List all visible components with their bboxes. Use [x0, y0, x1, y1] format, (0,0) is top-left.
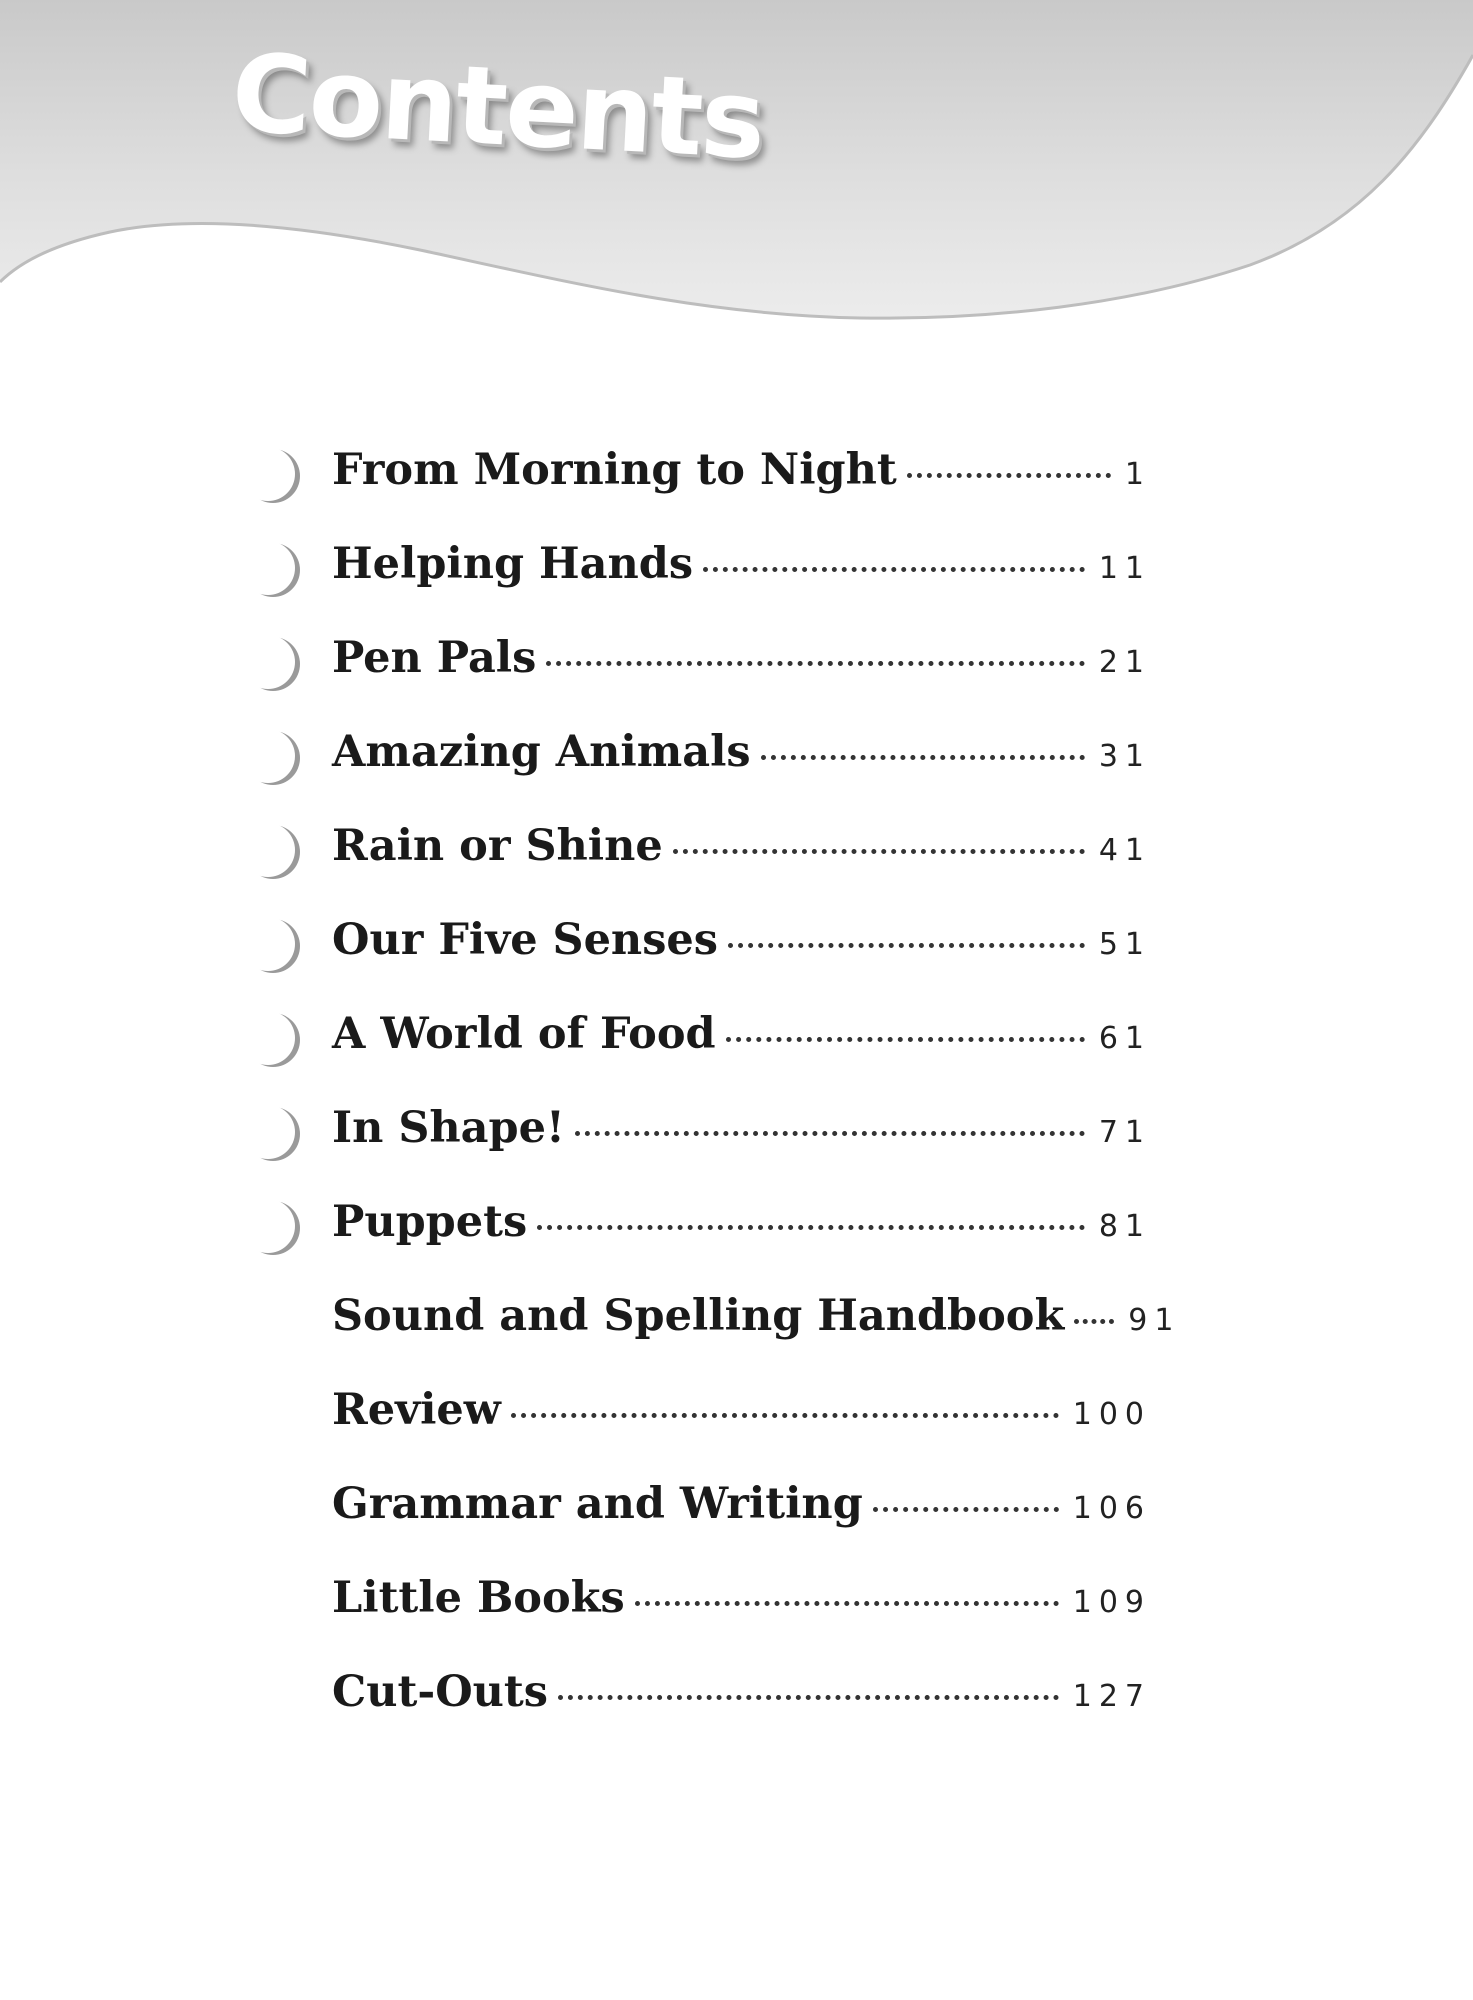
dot-leader: [511, 1413, 1059, 1418]
circle-bullet-icon: [235, 1103, 307, 1165]
toc-entry-title: Review: [332, 1385, 501, 1435]
circle-bullet-icon: [235, 821, 307, 883]
dot-leader: [537, 1225, 1085, 1230]
toc-page-number: 51: [1098, 927, 1151, 962]
toc-entry: [0, 440, 1473, 534]
dot-leader: [761, 755, 1085, 760]
toc-entry-title: From Morning to Night: [332, 445, 897, 495]
dot-leader: [1074, 1319, 1114, 1324]
toc-entry-title: Helping Hands: [332, 539, 694, 589]
toc-entry: [0, 1192, 1473, 1286]
toc-page-number: 81: [1098, 1209, 1151, 1244]
dot-leader: [673, 849, 1085, 854]
toc-entry-title: Puppets: [332, 1197, 528, 1247]
toc-page-number: 11: [1098, 551, 1151, 586]
toc-entry: [0, 628, 1473, 722]
toc-page-number: 109: [1072, 1585, 1151, 1620]
circle-bullet-icon: [235, 539, 307, 601]
toc-entry: [0, 816, 1473, 910]
page-title: Contents: [228, 31, 767, 184]
toc-entry-title: Our Five Senses: [332, 915, 718, 965]
circle-bullet-icon: [235, 1197, 307, 1259]
toc-list: [0, 440, 1473, 1756]
toc-link[interactable]: [332, 722, 1151, 782]
toc-entry-title: Sound and Spelling Handbook: [332, 1291, 1065, 1341]
toc-page-number: 71: [1098, 1115, 1151, 1150]
toc-entry-title: Cut-Outs: [332, 1667, 548, 1717]
toc-entry-title: Amazing Animals: [332, 727, 751, 777]
toc-entry: [0, 910, 1473, 1004]
toc-link[interactable]: [332, 1474, 1151, 1534]
toc-link[interactable]: [332, 1380, 1151, 1440]
toc-entry: [0, 1286, 1473, 1380]
circle-bullet-icon: [235, 915, 307, 977]
toc-entry: [0, 534, 1473, 628]
toc-link[interactable]: [332, 1192, 1151, 1252]
toc-entry: [0, 1662, 1473, 1756]
toc-entry-title: Little Books: [332, 1573, 625, 1623]
toc-link[interactable]: [332, 534, 1151, 594]
dot-leader: [558, 1695, 1059, 1700]
toc-page-number: 106: [1072, 1491, 1151, 1526]
toc-entry-title: Rain or Shine: [332, 821, 663, 871]
toc-link[interactable]: [332, 910, 1151, 970]
circle-bullet-icon: [235, 1009, 307, 1071]
toc-page-number: 21: [1098, 645, 1151, 680]
dot-leader: [907, 473, 1111, 478]
toc-page-number: 61: [1098, 1021, 1151, 1056]
circle-bullet-icon: [235, 445, 307, 507]
toc-link[interactable]: [332, 1568, 1151, 1628]
toc-entry: [0, 1380, 1473, 1474]
toc-entry-title: Pen Pals: [332, 633, 537, 683]
dot-leader: [726, 1037, 1085, 1042]
toc-link[interactable]: [332, 1098, 1151, 1158]
toc-link[interactable]: [332, 628, 1151, 688]
toc-page-number: 1: [1124, 457, 1151, 492]
dot-leader: [575, 1131, 1085, 1136]
toc-page-number: 31: [1098, 739, 1151, 774]
dot-leader: [728, 943, 1085, 948]
toc-entry: [0, 1568, 1473, 1662]
toc-link[interactable]: [332, 440, 1151, 500]
toc-entry-title: A World of Food: [332, 1009, 716, 1059]
toc-entry-title: In Shape!: [332, 1103, 565, 1153]
toc-page-number: 41: [1098, 833, 1151, 868]
circle-bullet-icon: [235, 633, 307, 695]
toc-entry: [0, 1098, 1473, 1192]
dot-leader: [546, 661, 1084, 666]
dot-leader: [703, 567, 1085, 572]
toc-link[interactable]: [332, 816, 1151, 876]
toc-entry-title: Grammar and Writing: [332, 1479, 863, 1529]
toc-page-number: 127: [1072, 1679, 1151, 1714]
toc-entry: [0, 1004, 1473, 1098]
toc-entry: [0, 1474, 1473, 1568]
toc-link[interactable]: [332, 1286, 1181, 1346]
dot-leader: [635, 1601, 1059, 1606]
toc-entry: [0, 722, 1473, 816]
toc-link[interactable]: [332, 1004, 1151, 1064]
circle-bullet-icon: [235, 727, 307, 789]
toc-page-number: 100: [1072, 1397, 1151, 1432]
dot-leader: [873, 1507, 1059, 1512]
toc-page-number: 91: [1128, 1303, 1181, 1338]
toc-link[interactable]: [332, 1662, 1151, 1722]
